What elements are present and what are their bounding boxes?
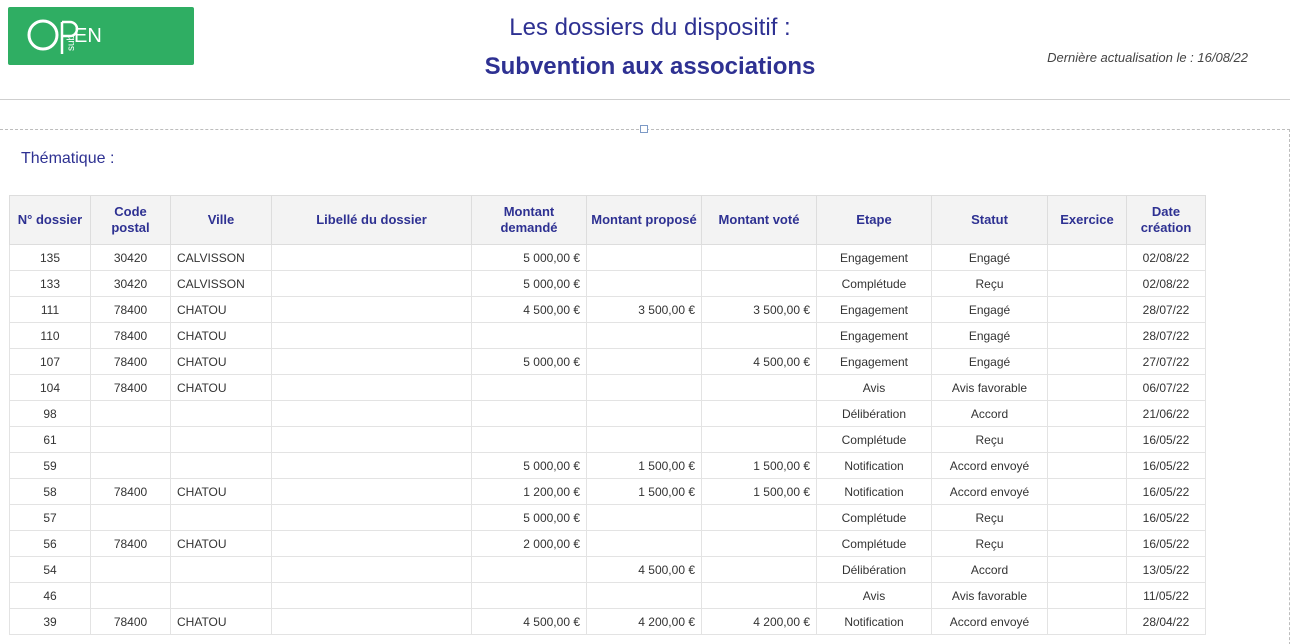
cell-montant-demande [472,583,587,609]
cell-numero: 104 [10,375,91,401]
cell-montant-demande [472,427,587,453]
cell-date-creation: 11/05/22 [1127,583,1206,609]
cell-etape: Engagement [817,245,932,271]
cell-etape: Complétude [817,427,932,453]
table-row[interactable] [10,583,1206,609]
cell-numero: 111 [10,297,91,323]
cell-etape: Avis [817,583,932,609]
cell-ville: CHATOU [171,479,272,505]
cell-statut: Accord [932,557,1048,583]
cell-code-postal [91,505,171,531]
cell-montant-demande [472,557,587,583]
cell-etape: Avis [817,375,932,401]
cell-ville [171,583,272,609]
cell-libelle [272,453,472,479]
cell-exercice [1048,349,1127,375]
cell-montant-vote: 1 500,00 € [702,453,817,479]
cell-exercice [1048,583,1127,609]
cell-numero: 57 [10,505,91,531]
cell-date-creation: 16/05/22 [1127,453,1206,479]
table-row[interactable] [10,453,1206,479]
cell-statut: Accord envoyé [932,453,1048,479]
cell-montant-demande: 5 000,00 € [472,453,587,479]
cell-exercice [1048,609,1127,635]
cell-libelle [272,479,472,505]
cell-statut: Reçu [932,505,1048,531]
cell-statut: Reçu [932,427,1048,453]
cell-libelle [272,557,472,583]
cell-numero: 107 [10,349,91,375]
cell-exercice [1048,427,1127,453]
cell-exercice [1048,245,1127,271]
cell-montant-vote: 1 500,00 € [702,479,817,505]
column-header-date-creation[interactable]: Date création [1127,196,1206,245]
cell-exercice [1048,323,1127,349]
cell-montant-vote [702,375,817,401]
cell-numero: 58 [10,479,91,505]
cell-montant-demande: 4 500,00 € [472,297,587,323]
cell-date-creation: 02/08/22 [1127,271,1206,297]
cell-montant-demande: 4 500,00 € [472,609,587,635]
cell-libelle [272,427,472,453]
cell-code-postal: 78400 [91,323,171,349]
page-title-line1: Les dossiers du dispositif : [509,14,791,41]
cell-montant-propose [587,349,702,375]
cell-code-postal: 78400 [91,479,171,505]
cell-montant-propose: 1 500,00 € [587,453,702,479]
header-divider [0,99,1290,100]
cell-montant-vote [702,531,817,557]
cell-numero: 110 [10,323,91,349]
cell-date-creation: 28/04/22 [1127,609,1206,635]
cell-numero: 46 [10,583,91,609]
cell-numero: 54 [10,557,91,583]
table-row[interactable] [10,479,1206,505]
cell-numero: 39 [10,609,91,635]
cell-montant-demande [472,401,587,427]
table-row[interactable] [10,271,1206,297]
cell-numero: 98 [10,401,91,427]
table-header-row [10,196,1206,245]
cell-etape: Complétude [817,505,932,531]
cell-montant-demande [472,375,587,401]
column-header-statut[interactable]: Statut [932,196,1048,245]
cell-statut: Accord [932,401,1048,427]
cell-statut: Accord envoyé [932,609,1048,635]
cell-libelle [272,375,472,401]
cell-code-postal [91,427,171,453]
column-header-ville[interactable]: Ville [171,196,272,245]
cell-exercice [1048,453,1127,479]
cell-montant-vote [702,323,817,349]
table-row[interactable] [10,531,1206,557]
cell-montant-propose: 4 200,00 € [587,609,702,635]
table-row[interactable] [10,505,1206,531]
cell-statut: Reçu [932,531,1048,557]
cell-exercice [1048,401,1127,427]
cell-date-creation: 21/06/22 [1127,401,1206,427]
cell-libelle [272,323,472,349]
cell-ville: CALVISSON [171,271,272,297]
cell-libelle [272,531,472,557]
cell-montant-vote [702,245,817,271]
cell-etape: Délibération [817,557,932,583]
column-header-etape[interactable]: Etape [817,196,932,245]
cell-numero: 59 [10,453,91,479]
cell-code-postal: 78400 [91,375,171,401]
column-header-code-postal[interactable]: Code postal [91,196,171,245]
cell-ville [171,453,272,479]
cell-date-creation: 02/08/22 [1127,245,1206,271]
cell-etape: Délibération [817,401,932,427]
table-row[interactable] [10,323,1206,349]
cell-date-creation: 28/07/22 [1127,323,1206,349]
cell-code-postal: 78400 [91,531,171,557]
cell-montant-vote: 4 200,00 € [702,609,817,635]
cell-code-postal: 30420 [91,245,171,271]
cell-date-creation: 16/05/22 [1127,505,1206,531]
cell-montant-propose: 1 500,00 € [587,479,702,505]
cell-etape: Notification [817,479,932,505]
dossiers-table [9,195,1206,635]
opensub-logo[interactable] [8,7,194,65]
cell-code-postal [91,557,171,583]
cell-date-creation: 16/05/22 [1127,427,1206,453]
cell-montant-propose: 3 500,00 € [587,297,702,323]
cell-numero: 135 [10,245,91,271]
page-title-line2: Subvention aux associations [484,53,816,80]
cell-date-creation: 28/07/22 [1127,297,1206,323]
cell-code-postal [91,453,171,479]
column-header-exercice[interactable]: Exercice [1048,196,1127,245]
cell-montant-vote: 4 500,00 € [702,349,817,375]
panel-resize-handle[interactable] [640,125,648,133]
table-row[interactable] [10,375,1206,401]
cell-libelle [272,271,472,297]
cell-code-postal: 30420 [91,271,171,297]
cell-montant-vote [702,427,817,453]
cell-statut: Avis favorable [932,375,1048,401]
table-row[interactable] [10,427,1206,453]
cell-montant-propose [587,271,702,297]
cell-exercice [1048,531,1127,557]
column-header-libelle[interactable]: Libellé du dossier [272,196,472,245]
cell-montant-propose [587,531,702,557]
cell-libelle [272,245,472,271]
cell-code-postal: 78400 [91,609,171,635]
cell-montant-vote [702,583,817,609]
cell-montant-demande: 5 000,00 € [472,505,587,531]
cell-libelle [272,609,472,635]
table-row[interactable] [10,245,1206,271]
cell-statut: Avis favorable [932,583,1048,609]
cell-montant-demande: 2 000,00 € [472,531,587,557]
cell-exercice [1048,557,1127,583]
cell-etape: Engagement [817,323,932,349]
cell-code-postal: 78400 [91,297,171,323]
cell-libelle [272,297,472,323]
cell-date-creation: 16/05/22 [1127,479,1206,505]
cell-libelle [272,349,472,375]
cell-date-creation: 16/05/22 [1127,531,1206,557]
cell-ville: CALVISSON [171,245,272,271]
cell-ville: CHATOU [171,323,272,349]
table-row[interactable] [10,557,1206,583]
cell-montant-propose: 4 500,00 € [587,557,702,583]
cell-etape: Engagement [817,349,932,375]
cell-date-creation: 27/07/22 [1127,349,1206,375]
cell-libelle [272,401,472,427]
cell-code-postal [91,583,171,609]
cell-montant-demande: 1 200,00 € [472,479,587,505]
cell-exercice [1048,479,1127,505]
cell-numero: 56 [10,531,91,557]
cell-libelle [272,505,472,531]
cell-montant-propose [587,427,702,453]
cell-etape: Notification [817,453,932,479]
cell-statut: Engagé [932,245,1048,271]
cell-montant-vote [702,271,817,297]
cell-montant-propose [587,245,702,271]
cell-ville [171,557,272,583]
cell-exercice [1048,297,1127,323]
cell-montant-demande: 5 000,00 € [472,271,587,297]
cell-montant-propose [587,505,702,531]
cell-montant-propose [587,323,702,349]
cell-montant-vote [702,401,817,427]
cell-code-postal: 78400 [91,349,171,375]
cell-exercice [1048,505,1127,531]
cell-montant-vote [702,557,817,583]
cell-code-postal [91,401,171,427]
table-body [10,245,1206,635]
cell-montant-propose [587,375,702,401]
cell-montant-vote [702,505,817,531]
cell-montant-demande: 5 000,00 € [472,245,587,271]
cell-montant-demande [472,323,587,349]
cell-ville [171,427,272,453]
last-update-text: Dernière actualisation le : 16/08/22 [1047,50,1248,65]
logo-en-text: EN [74,25,102,47]
cell-date-creation: 06/07/22 [1127,375,1206,401]
cell-montant-propose [587,401,702,427]
cell-exercice [1048,271,1127,297]
column-header-montant-propose[interactable]: Montant proposé [587,196,702,245]
cell-statut: Engagé [932,323,1048,349]
cell-ville [171,505,272,531]
column-header-montant-demande[interactable]: Montant demandé [472,196,587,245]
cell-ville: CHATOU [171,531,272,557]
thematique-label: Thématique : [21,150,115,167]
cell-numero: 61 [10,427,91,453]
cell-libelle [272,583,472,609]
cell-etape: Complétude [817,531,932,557]
cell-statut: Accord envoyé [932,479,1048,505]
cell-numero: 133 [10,271,91,297]
cell-statut: Engagé [932,297,1048,323]
cell-ville: CHATOU [171,349,272,375]
cell-exercice [1048,375,1127,401]
cell-montant-demande: 5 000,00 € [472,349,587,375]
cell-statut: Reçu [932,271,1048,297]
cell-montant-propose [587,583,702,609]
cell-ville: CHATOU [171,609,272,635]
logo-sub-text: sub [66,34,77,51]
cell-etape: Complétude [817,271,932,297]
cell-montant-vote: 3 500,00 € [702,297,817,323]
cell-ville: CHATOU [171,375,272,401]
cell-statut: Engagé [932,349,1048,375]
cell-etape: Notification [817,609,932,635]
cell-ville: CHATOU [171,297,272,323]
table-row[interactable] [10,609,1206,635]
table-row[interactable] [10,349,1206,375]
cell-date-creation: 13/05/22 [1127,557,1206,583]
column-header-numero[interactable]: N° dossier [10,196,91,245]
cell-ville [171,401,272,427]
table-row[interactable] [10,297,1206,323]
column-header-montant-vote[interactable]: Montant voté [702,196,817,245]
cell-etape: Engagement [817,297,932,323]
table-row[interactable] [10,401,1206,427]
